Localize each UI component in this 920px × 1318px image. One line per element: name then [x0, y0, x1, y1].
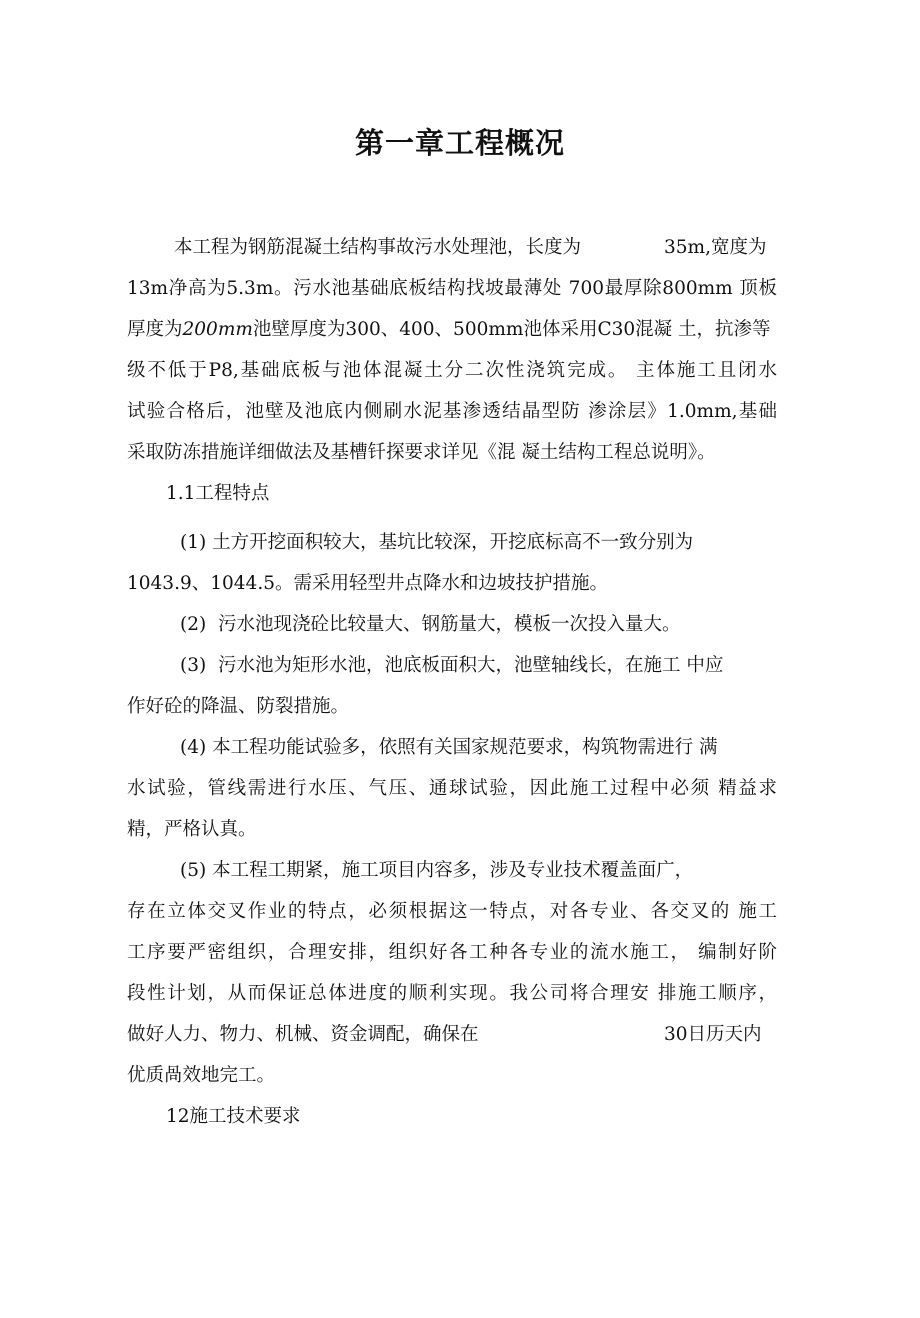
item-3-line-2: 作好砼的降温、防裂措施。 — [127, 696, 350, 717]
item-5-line-3: 工序要严密组织，合理安排，组织好各工种各专业的流水施工， 编制好阶 — [127, 942, 777, 963]
intro-line-6: 采取防冻措施详细做法及基槽钎探要求详见《混 凝土结构工程总说明》。 — [127, 442, 716, 463]
intro-line-3b: 200mm — [182, 319, 253, 340]
item-5-line-2: 存在立体交叉作业的特点，必须根据这一特点，对各专业、各交叉的 施工 — [127, 901, 777, 922]
item-5-line-6: 优质咼效地完工。 — [127, 1065, 276, 1086]
item-4-line-3: 精，严格认真。 — [127, 819, 257, 840]
section-heading-1-1: 1.1工程特点 — [166, 483, 270, 504]
item-5-line-1: (5) 本工程工期紧，施工项目内容多，涉及专业技术覆盖面广， — [180, 860, 694, 881]
item-4-line-2: 水试验，管线需进行水压、气压、通球试验，因此施工过程中必须 精益求 — [127, 778, 777, 799]
item-5-line-4: 段性计划，从而保证总体进度的顺利实现。我公司将合理安 排施工顺序， — [127, 983, 777, 1004]
item-2-line-1: (2) 污水池现浇砼比较量大、钢筋量大，模板一次投入量大。 — [180, 614, 681, 635]
intro-line-1b: 35m,宽度为 — [664, 237, 767, 258]
chapter-title: 第一章工程概况 — [354, 126, 565, 160]
intro-line-2: 13m净高为5.3m。污水池基础底板结构找坡最薄处 700最厚除800mm 顶板 — [127, 278, 777, 299]
intro-line-3 — [127, 317, 771, 343]
intro-line-5: 试验合格后，池壁及池底内侧刷水泥基渗透结晶型防 渗涂层》1.0mm,基础 — [127, 401, 777, 422]
intro-line-4: 级不低于P8,基础底板与池体混凝土分二次性浇筑完成。 主体施工且闭水 — [127, 360, 777, 381]
section-heading-1-2: 12施工技术要求 — [166, 1106, 301, 1127]
intro-line-1a: 本工程为钢筋混凝土结构事故污水处理池，长度为 — [174, 237, 582, 258]
item-5-line-5a: 做好人力、物力、机械、资金调配，确保在 — [127, 1024, 479, 1045]
intro-line-3c: 池壁厚度为300、400、500mm池体采用C30混凝 土，抗渗等 — [252, 319, 771, 340]
item-1-line-1: (1) 土方开挖面积较大，基坑比较深，开挖底标高不一致分别为 — [180, 532, 694, 553]
item-5-line-5b: 30日历天内 — [664, 1024, 762, 1045]
intro-line-3a: 厚度为 — [127, 319, 183, 340]
item-4-line-1: (4) 本工程功能试验多，依照有关国家规范要求，构筑物需进行 满 — [180, 737, 718, 758]
item-3-line-1: (3) 污水池为矩形水池，池底板面积大，池壁轴线长，在施工 中应 — [180, 655, 724, 676]
item-1-line-2: 1043.9、1044.5。需采用轻型井点降水和边坡技护措施。 — [127, 573, 608, 594]
